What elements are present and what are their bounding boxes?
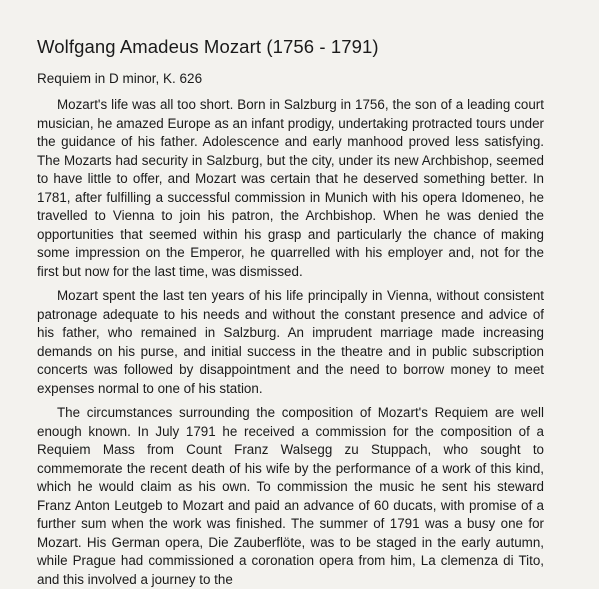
work-subtitle: Requiem in D minor, K. 626	[37, 71, 203, 86]
body-paragraph-2: Mozart spent the last ten years of his life principally in Vienna, without consistent patronage adequate to his needs and without the constant presence and advice of his father, who remained in Salzburg. An imprudent marriage made increasing demands on his purse, and initial success in the theatre and in public subscription concerts was followed by disappointment and the need to borrow money to meet expenses normal to one of his station.	[37, 288, 544, 396]
body-paragraph-1: Mozart's life was all too short. Born in Salzburg in 1756, the son of a leading court musician, he amazed Europe as an infant prodigy, undertaking protracted tours under the guidance of his father. Adolescence and early manhood proved less satisfying. The Mozarts had security in Salzburg, but the city, under its new Archbishop, seemed to have little to offer, and Mozart was certain that he deserved something better. In 1781, after fulfilling a successful commission in Munich with his opera Idomeneo, he travelled to Vienna to join his patron, the Archbishop. When he was denied the opportunities that seemed within his grasp and particularly the chance of making some impression on the Emperor, he quarrelled with his employer and, not for the first but now for the last time, was dismissed.	[37, 97, 544, 279]
body-paragraph-3: The circumstances surrounding the composition of Mozart's Requiem are well enough known. In July 1791 he received a commission for the composition of a Requiem Mass from Count Franz Walsegg zu Stuppach, who sought to commemorate the recent death of his wife by the performance of a work of this kind, which he would claim as his own. To commission the music he sent his steward Franz Anton Leutgeb to Mozart and paid an advance of 60 ducats, with promise of a further sum when the work was finished. The summer of 1791 was a busy one for Mozart. His German opera, Die Zauberflöte, was to be staged in the early autumn, while Prague had commissioned a coronation opera from him, La clemenza di Tito, and this involved a journey to the	[37, 405, 544, 587]
page-title: Wolfgang Amadeus Mozart (1756 - 1791)	[37, 36, 379, 57]
